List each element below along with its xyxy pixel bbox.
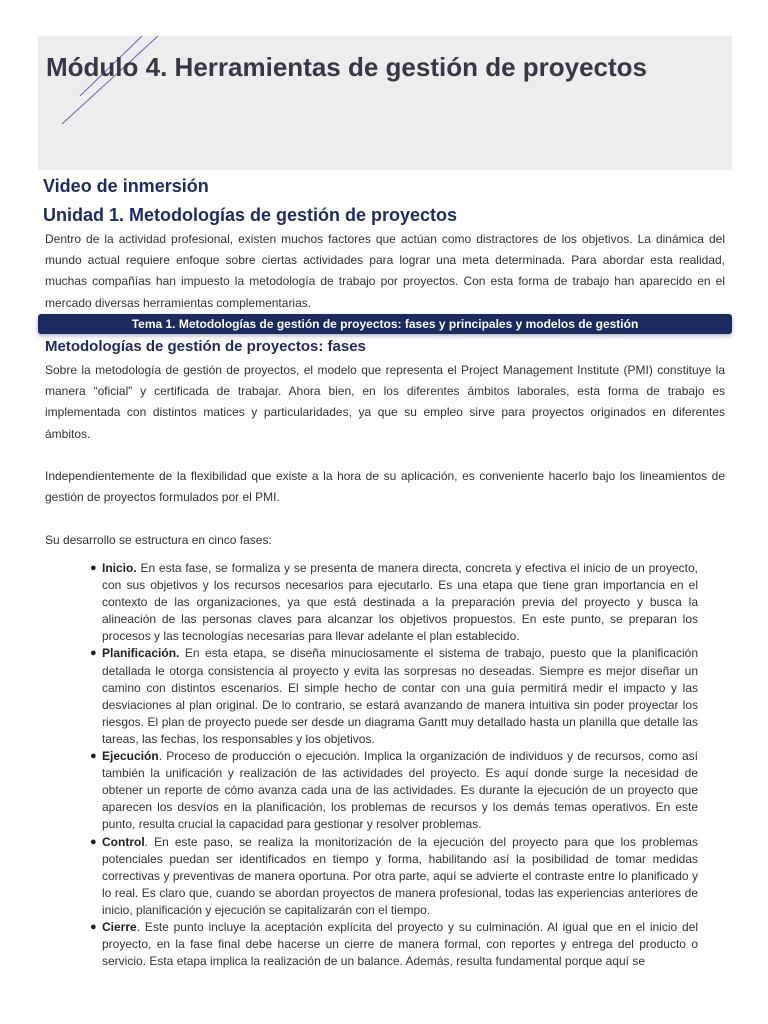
module-header bbox=[38, 36, 732, 170]
phase-description: . Este punto incluye la aceptación explícita del proyecto y su culminación. Al igual que en el inicio del proyecto, en la fase final debe hacerse un cierre de manera formal, con reportes y entrega del producto o servicio. Esta etapa implica la realización de un balance. Además, resulta fundamental porque aquí se bbox=[102, 919, 698, 969]
phase-term: Ejecución bbox=[102, 749, 159, 764]
video-heading: Video de inmersión bbox=[43, 176, 209, 196]
topic-banner: Tema 1. Metodologías de gestión de proyectos: fases y principales y modelos de gestión bbox=[38, 314, 732, 334]
module-title: Módulo 4. Herramientas de gestión de proyectos bbox=[46, 52, 648, 82]
bullet-icon: ● bbox=[90, 835, 97, 848]
bullet-icon: ● bbox=[90, 562, 97, 574]
phases-list bbox=[90, 560, 698, 970]
bullet-icon: ● bbox=[90, 750, 97, 763]
bullet-icon: ● bbox=[90, 647, 97, 660]
phase-description: En esta fase, se formaliza y se presenta de manera directa, concreta y efectiva el inicio de un proyecto, con sus objetivos y los recursos necesarios para ejecutarlo. Es una etapa que tiene gran importancia en el contexto de las organizaciones, ya que está destinada a la preparación previa del proyecto y busca la alineación de las personas claves para alcanzar los objetivos propuestos. En este punto, se preparan los procesos y las tecnologías necesarias para llevar adelante el plan establecido. bbox=[102, 561, 698, 644]
structure-paragraph: Su desarrollo se estructura en cinco fases: bbox=[45, 533, 272, 547]
list-item bbox=[90, 560, 698, 645]
phase-term: Cierre bbox=[102, 919, 137, 934]
list-item bbox=[90, 748, 698, 833]
unit-heading: Unidad 1. Metodologías de gestión de proyectos bbox=[43, 205, 458, 225]
list-item bbox=[90, 645, 698, 748]
phase-term: Planificación. bbox=[102, 646, 180, 661]
phase-description: En esta etapa, se diseña minuciosamente el sistema de trabajo, puesto que la planificación detallada le otorga consistencia al proyecto y evita las sorpresas no deseadas. Siempre es mejor diseñar un camino con distintos escenarios. El simple hecho de contar con una guía permitirá medir el impacto y las desviaciones al plan original. De lo contrario, se estará avanzando de manera intuitiva sin poder proyectar los riesgos. El plan de proyecto puede ser desde un diagrama Gantt muy detallado hasta un planilla que detalle las tareas, las fechas, los responsables y los objetivos. bbox=[102, 646, 698, 746]
section-heading: Metodologías de gestión de proyectos: fases bbox=[45, 338, 366, 355]
phase-description: . Proceso de producción o ejecución. Implica la organización de individuos y de recursos, como así también la unificación y realización de las actividades del proyecto. Es aquí donde surge la necesidad de obtener un reporte de cómo avanza cada una de las actividades. Es durante la ejecución de un proyecto que aparecen los desvíos en la planificación, los problemas de recursos y los demás temas operativos. En este punto, resulta crucial la capacidad para gestionar y resolver problemas. bbox=[102, 749, 698, 832]
intro-paragraph: Dentro de la actividad profesional, existen muchos factores que actúan como distractores de los objetivos. La dinámica del mundo actual requiere enfoque sobre ciertas actividades para lograr una meta determinada. Para abordar esta realidad, muchas compañías han impuesto la metodología de trabajo por proyectos. Con esta forma de trabajo han aparecido en el mercado diversas herramientas complementarias. bbox=[45, 232, 725, 310]
flexibility-paragraph: Independientemente de la flexibilidad que existe a la hora de su aplicación, es conveniente hacerlo bajo los lineamientos de gestión de proyectos formulados por el PMI. bbox=[45, 469, 725, 505]
phase-description: . En este paso, se realiza la monitorización de la ejecución del proyecto para que los problemas potenciales puedan ser identificados en tiempo y forma, habilitando así la posibilidad de tomar medidas correctivas y preventivas de manera oportuna. Por otra parte, aquí se advierte el contraste entre lo planificado y lo real. Es claro que, cuando se abordan proyectos de manera profesional, todas las experiencias anteriores de inicio, planificación y ejecución se capitalizarán con el tiempo. bbox=[102, 834, 698, 917]
list-item bbox=[90, 834, 698, 919]
pmi-paragraph: Sobre la metodología de gestión de proyectos, el modelo que representa el Project Management Institute (PMI) constituye la manera “oficial” y certificada de trabajar. Ahora bien, en los diferentes ámbitos laborales, esta forma de trabajo es implementada con distintos matices y particularidades, ya que su empleo sirve para proyectos originados en diferentes ámbitos. bbox=[45, 363, 725, 441]
phase-term: Inicio. bbox=[102, 561, 137, 575]
list-item bbox=[90, 919, 698, 970]
phase-term: Control bbox=[102, 834, 145, 849]
bullet-icon: ● bbox=[90, 920, 97, 933]
